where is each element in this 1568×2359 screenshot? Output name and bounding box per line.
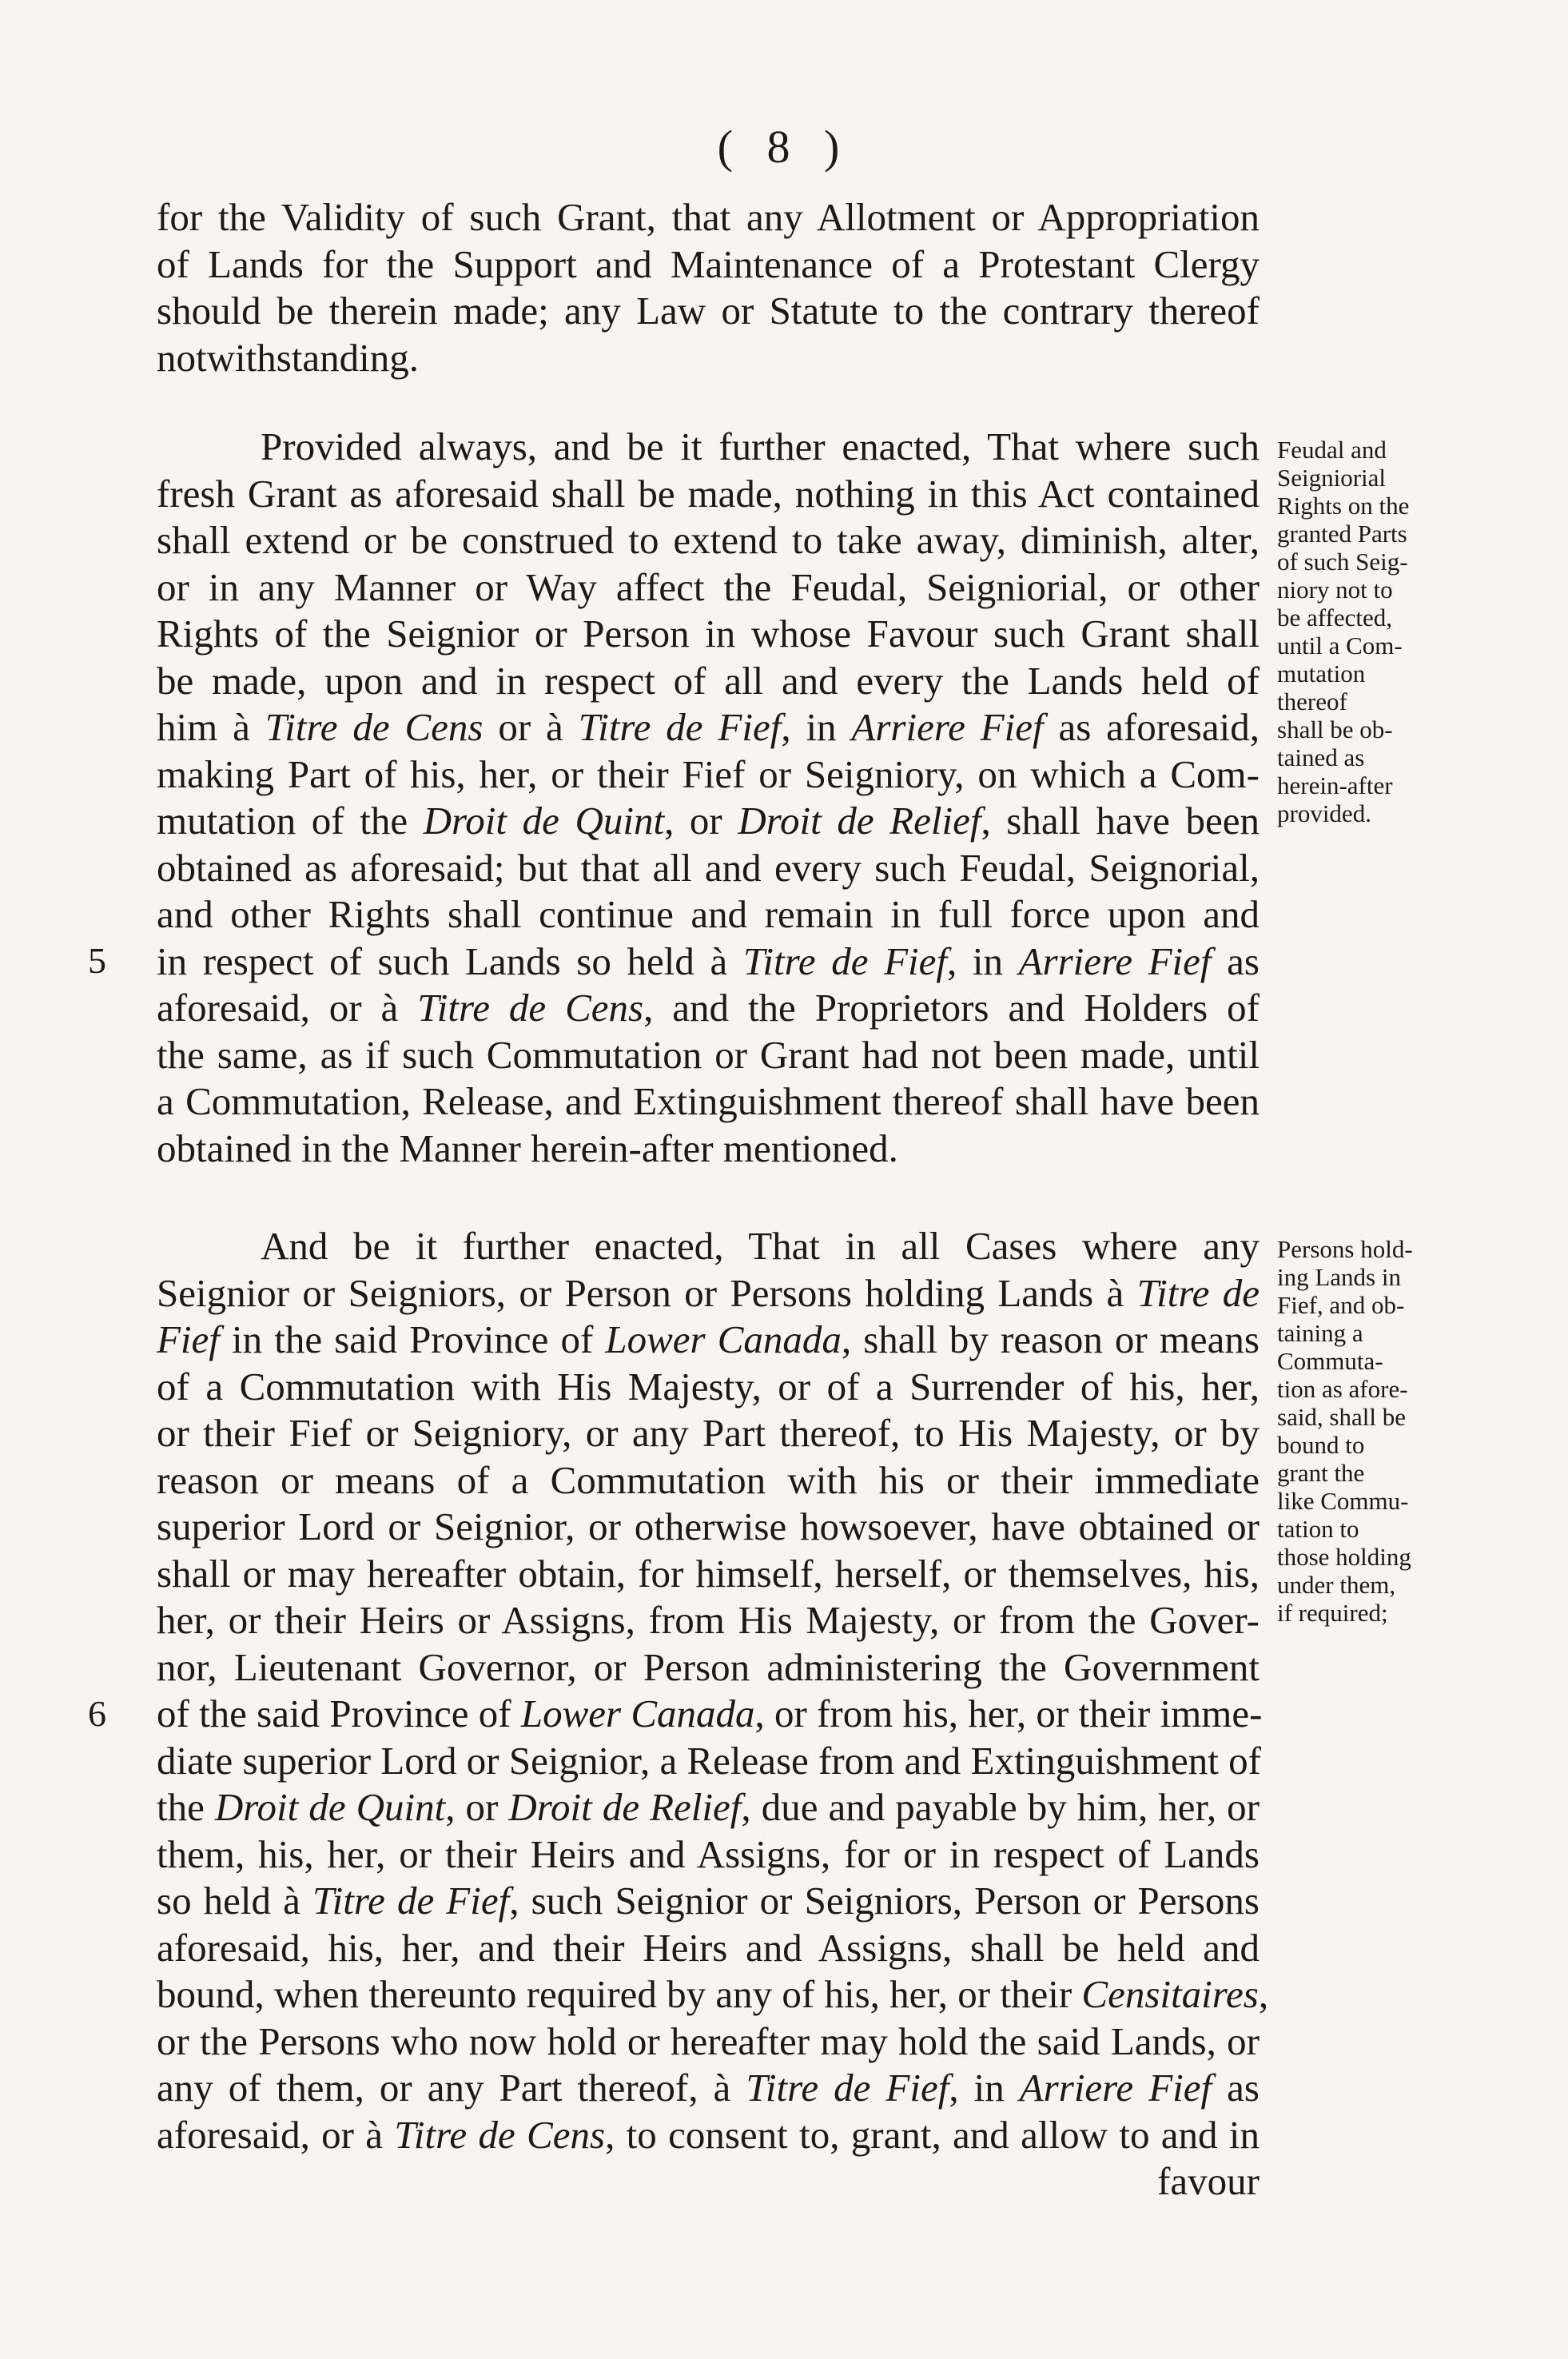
- text-line: them, his, her, or their Heirs and Assigns, for or in respect of Lands: [157, 1831, 1260, 1876]
- margin-note-persons-holding: [1277, 1235, 1445, 1627]
- text-line: And be it further enacted, That in all Cases where any: [261, 1224, 1260, 1268]
- paragraph-commutation: [157, 1223, 1269, 2206]
- margin-note-line: granted Parts: [1277, 520, 1407, 548]
- text-line: bound, when thereunto required by any of his, her, or their Censitaires,: [157, 1972, 1269, 2016]
- margin-note-line: mutation: [1277, 659, 1366, 687]
- margin-note-line: shall be ob-: [1277, 715, 1393, 743]
- line-number: 6: [88, 1693, 106, 1734]
- text-line: of Lands for the Support and Maintenance of a Protestant Clergy: [157, 241, 1260, 286]
- text-line: superior Lord or Seignior, or otherwise howsoever, have obtained or: [157, 1504, 1260, 1548]
- margin-note-line: those holding: [1277, 1543, 1411, 1571]
- margin-note-line: if required;: [1277, 1599, 1388, 1627]
- text-line: obtained as aforesaid; but that all and every such Feudal, Seignorial,: [157, 845, 1260, 890]
- text-line: notwithstanding.: [157, 335, 420, 380]
- margin-note-line: tion as afore-: [1277, 1375, 1408, 1403]
- margin-note-line: tained as: [1277, 743, 1365, 771]
- page-number: ( 8 ): [717, 121, 851, 173]
- margin-note-line: until a Com-: [1277, 632, 1403, 659]
- margin-note-line: Feudal and: [1277, 436, 1387, 464]
- text-line: diate superior Lord or Seignior, a Release from and Extinguishment of: [157, 1738, 1261, 1783]
- margin-note-line: grant the: [1277, 1459, 1365, 1487]
- text-line: the same, as if such Commutation or Grant had not been made, until: [157, 1032, 1260, 1077]
- text-line: the Droit de Quint, or Droit de Relief, due and payable by him, her, or: [157, 1785, 1260, 1829]
- paragraph-continuation: [157, 194, 1260, 381]
- text-line: a Commutation, Release, and Extinguishment thereof shall have been: [157, 1079, 1260, 1123]
- text-line: him à Titre de Cens or à Titre de Fief, in Arriere Fief as aforesaid,: [157, 705, 1260, 749]
- text-line: in respect of such Lands so held à Titre de Fief, in Arriere Fief as: [157, 938, 1260, 983]
- text-line: aforesaid, his, her, and their Heirs and Assigns, shall be held and: [157, 1925, 1260, 1970]
- text-line: shall extend or be construed to extend to take away, diminish, alter,: [157, 518, 1260, 562]
- text-line: aforesaid, or à Titre de Cens, to consent to, grant, and allow to and in: [157, 2112, 1260, 2157]
- margin-note-line: taining a: [1277, 1319, 1363, 1347]
- text-line: be made, upon and in respect of all and every the Lands held of: [157, 658, 1260, 703]
- margin-note-line: ing Lands in: [1277, 1263, 1401, 1291]
- margin-note-line: Fief, and ob-: [1277, 1291, 1405, 1319]
- text-line: Fief in the said Province of Lower Canada, shall by reason or means: [157, 1317, 1260, 1361]
- text-line: and other Rights shall continue and remain in full force upon and: [157, 892, 1260, 936]
- margin-note-line: thereof: [1277, 687, 1347, 715]
- margin-note-feudal-rights: [1277, 436, 1445, 827]
- margin-note-line: under them,: [1277, 1571, 1396, 1599]
- margin-note-line: Seigniorial: [1277, 464, 1387, 492]
- text-line: of the said Province of Lower Canada, or from his, her, or their imme-: [157, 1692, 1263, 1735]
- text-line: reason or means of a Commutation with his or their immediate: [157, 1457, 1260, 1502]
- margin-note-line: tation to: [1277, 1515, 1359, 1543]
- text-line: shall or may hereafter obtain, for himself, herself, or themselves, his,: [157, 1551, 1260, 1596]
- text-line: Seignior or Seigniors, or Person or Persons holding Lands à Titre de: [157, 1270, 1260, 1315]
- margin-note-line: herein-after: [1277, 771, 1393, 799]
- text-line: or their Fief or Seigniory, or any Part thereof, to His Majesty, or by: [157, 1411, 1260, 1455]
- margin-note-line: bound to: [1277, 1431, 1365, 1459]
- text-line: or in any Manner or Way affect the Feudal, Seigniorial, or other: [157, 564, 1260, 609]
- margin-note-line: said, shall be: [1277, 1403, 1406, 1431]
- margin-note-line: of such Seig-: [1277, 548, 1408, 576]
- text-line: for the Validity of such Grant, that any Allotment or Appropriation: [157, 195, 1260, 239]
- catchword: favour: [1157, 2159, 1260, 2203]
- margin-note-line: like Commu-: [1277, 1487, 1409, 1515]
- margin-note-line: niory not to: [1277, 576, 1393, 604]
- text-line: of a Commutation with His Majesty, or of a Surrender of his, her,: [157, 1364, 1260, 1409]
- text-line: obtained in the Manner herein-after mentioned.: [157, 1126, 898, 1170]
- text-line: her, or their Heirs or Assigns, from His Majesty, or from the Gover-: [157, 1598, 1260, 1642]
- text-line: aforesaid, or à Titre de Cens, and the Proprietors and Holders of: [157, 986, 1260, 1030]
- text-line: any of them, or any Part thereof, à Titre de Fief, in Arriere Fief as: [157, 2066, 1260, 2110]
- margin-note-line: provided.: [1277, 799, 1371, 827]
- text-line: or the Persons who now hold or hereafter may hold the said Lands, or: [157, 2018, 1260, 2063]
- paragraph-feudal-rights: [157, 424, 1260, 1172]
- margin-note-line: Rights on the: [1277, 492, 1410, 520]
- margin-note-line: be affected,: [1277, 604, 1392, 632]
- line-number: 5: [88, 940, 106, 981]
- text-line: fresh Grant as aforesaid shall be made, nothing in this Act contained: [157, 471, 1260, 516]
- text-line: Provided always, and be it further enacted, That where such: [261, 424, 1260, 468]
- text-line: so held à Titre de Fief, such Seignior or Seigniors, Person or Persons: [157, 1879, 1260, 1923]
- text-line: Rights of the Seignior or Person in whose Favour such Grant shall: [157, 612, 1260, 655]
- margin-note-line: Commuta-: [1277, 1347, 1383, 1375]
- text-line: mutation of the Droit de Quint, or Droit de Relief, shall have been: [157, 799, 1260, 843]
- text-line: making Part of his, her, or their Fief or Seigniory, on which a Com-: [157, 751, 1260, 796]
- text-line: should be therein made; any Law or Statute to the contrary thereof: [157, 289, 1260, 333]
- margin-note-line: Persons hold-: [1277, 1235, 1413, 1263]
- text-line: nor, Lieutenant Governor, or Person administering the Government: [157, 1644, 1260, 1689]
